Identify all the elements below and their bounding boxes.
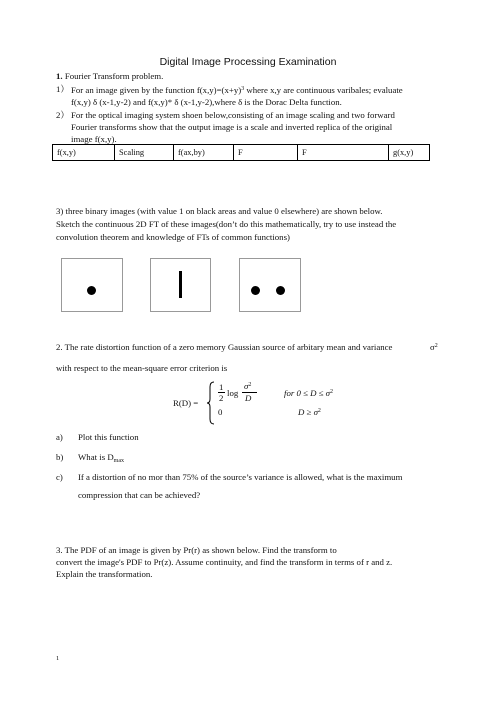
- equation-cond1: [284, 388, 333, 398]
- q1-heading-text: Fourier Transform problem.: [64, 71, 164, 81]
- binary-image-line: [150, 258, 211, 312]
- q2-item-c-text2: compression that can be achieved?: [78, 490, 201, 500]
- q1-part1-label: 1）: [56, 84, 70, 94]
- q1-part2-label: 2）: [56, 110, 70, 120]
- q2-item-a-text: Plot this function: [78, 432, 139, 442]
- table-cell: F: [298, 145, 389, 161]
- page-number: 1: [56, 655, 60, 662]
- q3-line2: convert the image's PDF to Pr(z). Assume continuity, and find the transform in terms of r and z.: [56, 557, 393, 567]
- equation-frac-den: 2: [219, 393, 224, 403]
- table-cell: Scaling: [115, 145, 174, 161]
- equation-frac-num: 1: [219, 382, 224, 392]
- q2-sigma: σ: [430, 342, 435, 352]
- q1-part3-line1: 3) three binary images (with value 1 on black areas and value 0 elsewhere) are shown below.: [56, 206, 383, 216]
- equation-d: D: [245, 393, 252, 403]
- q1-heading: [56, 71, 163, 82]
- black-dot-shape: [87, 286, 96, 295]
- q1-number: 1.: [56, 71, 63, 81]
- q1-part2-line3: image f(x,y).: [71, 134, 117, 144]
- equation-cond1-text: for 0 ≤ D ≤ σ: [284, 388, 331, 398]
- q2-item-b-text: [78, 452, 124, 467]
- black-line-shape: [179, 271, 182, 298]
- q2-item-b-main: What is D: [78, 452, 114, 462]
- q1-part1-line2: f(x,y) δ (x-1,y-2) and f(x,y)* δ (x-1,y-2),where δ is the Dorac Delta function.: [71, 97, 342, 107]
- q2-item-b-label: b): [56, 452, 64, 462]
- imaging-system-table: [52, 144, 430, 161]
- q2-item-a-label: a): [56, 432, 63, 442]
- table-row: [53, 145, 430, 161]
- q1-part3-line3: convolution theorem and knowledge of FTs of common functions): [56, 232, 290, 242]
- q1-part2-line2: Fourier transforms show that the output image is a scale and inverted replica of the original: [71, 122, 393, 132]
- equation-sigma-num: [244, 381, 251, 391]
- equation-sigma-exp: 2: [248, 382, 252, 388]
- black-dot-shape: [251, 286, 260, 295]
- equation-cond2-text: D ≥ σ: [298, 407, 318, 417]
- q1-part3-line2: Sketch the continuous 2D FT of these images(don’t do this mathematically, try to use instead the: [56, 219, 397, 229]
- q1-part2-line1: For the optical imaging system shoen below,consisting of an image scaling and two forward: [71, 110, 395, 120]
- q3-line1-text: 3. The PDF of an image is given by Pr(r) as shown below. Find the transform to: [56, 545, 337, 555]
- q2-sigma-squared: [430, 341, 438, 353]
- q1-part1-line1: [71, 84, 403, 96]
- q2-line1: 2. The rate distortion function of a zero memory Gaussian source of arbitary mean and variance: [56, 342, 393, 352]
- q1-part1-line1-a: For an image given by the function f(x,y)=(x+y): [71, 85, 242, 95]
- table-cell: f(x,y): [53, 145, 115, 161]
- q2-sigma-exp: 2: [434, 343, 438, 349]
- q1-part1-exponent: 3: [241, 86, 245, 92]
- q3-line1: [56, 545, 337, 556]
- equation-d-den: [245, 393, 251, 403]
- black-dot-shape: [276, 286, 285, 295]
- q2-item-b-sub: max: [113, 458, 125, 464]
- equation-log: log: [227, 388, 239, 398]
- equation-zero: 0: [218, 407, 223, 417]
- binary-image-two-dots: [239, 258, 301, 312]
- table-cell: F: [234, 145, 298, 161]
- binary-image-dot: [61, 258, 123, 312]
- q2-line2: with respect to the mean-square error criterion is: [56, 363, 228, 373]
- equation-cond1-exp: 2: [330, 389, 334, 395]
- equation-cond2: [298, 407, 321, 417]
- q3-line3: Explain the transformation.: [56, 569, 153, 579]
- table-cell: f(ax,by): [174, 145, 234, 161]
- equation-sigma: σ: [244, 381, 249, 391]
- table-cell: g(x,y): [389, 145, 430, 161]
- equation-left-brace: [206, 381, 216, 425]
- q1-part1-line1-b: where x,y are continuous varibales; evaluate: [244, 85, 403, 95]
- q2-item-c-text: If a distortion of no mor than 75% of the source’s variance is allowed, what is the maximum: [78, 472, 403, 482]
- exam-title: Digital Image Processing Examination: [159, 56, 337, 68]
- equation-lhs: R(D) =: [173, 398, 199, 408]
- q2-item-c-label: c): [56, 472, 63, 482]
- equation-cond2-exp: 2: [317, 408, 321, 414]
